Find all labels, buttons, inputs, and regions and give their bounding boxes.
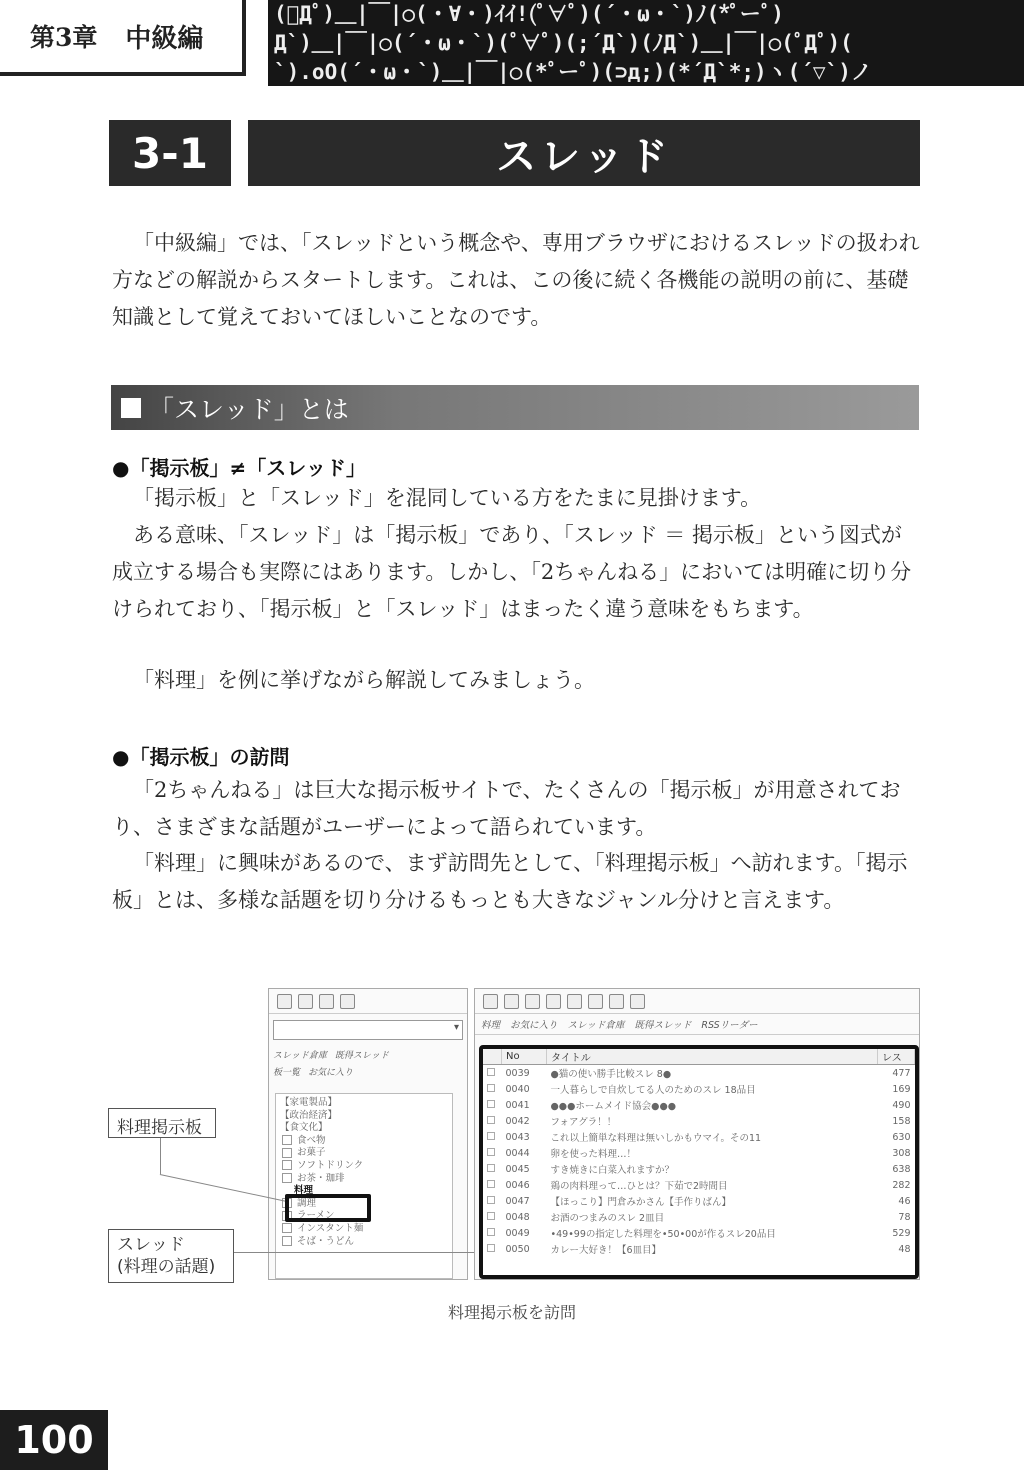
- toolbar-icon[interactable]: [546, 994, 561, 1009]
- thread-row[interactable]: [483, 1065, 915, 1082]
- thread-row[interactable]: [483, 1129, 915, 1145]
- tree-item[interactable]: ソフトドリンク: [280, 1160, 448, 1173]
- thread-number: 0041: [505, 1099, 530, 1111]
- topic1-paragraph: 「掲示板」と「スレッド」を混同している方をたまに見掛けます。: [133, 486, 762, 510]
- thread-table: [483, 1049, 915, 1257]
- thread-number: 0047: [505, 1195, 530, 1207]
- tab-fetched-threads[interactable]: 既得スレッド: [634, 1020, 692, 1031]
- no-column-header[interactable]: No: [502, 1049, 547, 1065]
- res-column-header[interactable]: レス: [878, 1049, 915, 1065]
- thread-row[interactable]: [483, 1177, 915, 1193]
- thread-title: フォアグラ！！: [550, 1117, 617, 1128]
- toolbar-icon[interactable]: [298, 994, 313, 1009]
- thread-icon: [483, 1113, 502, 1129]
- thread-number: 0043: [505, 1131, 530, 1143]
- thread-res-count: 490: [892, 1099, 911, 1111]
- thread-icon: [483, 1241, 502, 1257]
- topic1-heading: ●「掲示板」≠「スレッド」: [112, 456, 367, 480]
- tab-fetched-threads[interactable]: 既得スレッド: [334, 1051, 389, 1061]
- thread-res-count: 48: [898, 1243, 911, 1255]
- tab-rss-reader[interactable]: RSSリーダー: [701, 1020, 758, 1031]
- thread-title: 卵を使った料理…！: [550, 1149, 637, 1160]
- thread-res-count: 630: [892, 1131, 911, 1143]
- thread-title: 【ほっこり】門倉みかさん【手作りばん】: [550, 1197, 732, 1208]
- thread-icon: [483, 1177, 502, 1193]
- thread-number: 0045: [505, 1163, 530, 1175]
- selected-board-highlight: [285, 1194, 371, 1222]
- emoticon-line: `).oO(´・ω・`)＿|￣|○(*ﾟーﾟ)(⊃д;)(*´Д`*;)ヽ(´▽`)ノ: [274, 60, 872, 84]
- topic2-heading: ●「掲示板」の訪問: [112, 745, 290, 769]
- board-list-pane: [268, 988, 468, 1280]
- toolbar-icon[interactable]: [319, 994, 334, 1009]
- thread-res-count: 282: [892, 1179, 911, 1191]
- square-icon: [121, 398, 141, 418]
- tree-item[interactable]: 調理: [280, 1198, 448, 1211]
- subsection-heading: [111, 385, 919, 430]
- thread-res-count: 158: [892, 1115, 911, 1127]
- toolbar-icon[interactable]: [525, 994, 540, 1009]
- tree-item[interactable]: お茶・珈琲: [280, 1173, 448, 1186]
- topic1-paragraph: ある意味、「スレッド」は「掲示板」であり、「スレッド ＝ 掲示板」という図式が成立する場合も実際にはあります。しかし、「2ちゃんねる」においては明確に切り分けられており、「掲示板」と「スレッド」はまったく違う意味をもちます。: [112, 523, 912, 621]
- section-title: スレッド: [248, 120, 920, 186]
- subsection-title: 「スレッド」とは: [149, 394, 349, 424]
- left-tab-row: [269, 1046, 467, 1063]
- title-column-header[interactable]: タイトル: [547, 1049, 878, 1065]
- tree-item[interactable]: ラーメン: [280, 1210, 448, 1223]
- thread-icon: [483, 1193, 502, 1209]
- thread-row[interactable]: [483, 1161, 915, 1177]
- thread-res-count: 529: [892, 1227, 911, 1239]
- thread-row[interactable]: [483, 1081, 915, 1097]
- thread-number: 0039: [505, 1067, 530, 1079]
- callout-thread-note: (料理の話題): [117, 1257, 216, 1277]
- right-tab-row: [475, 1014, 919, 1035]
- emoticon-banner: [268, 0, 1024, 86]
- chapter-label: 第3章: [30, 23, 98, 52]
- tree-item[interactable]: 食べ物: [280, 1135, 448, 1148]
- intro-paragraph: 「中級編」では、「スレッドという概念や、専用ブラウザにおけるスレッドの扱われ方などの解説からスタートします。これは、この後に続く各機能の説明の前に、基礎知識として覚えておいてほしいことなのです。: [112, 231, 920, 329]
- thread-title: 鶏の肉料理って…ひとは？下茹で2時間目: [550, 1181, 728, 1192]
- thread-row[interactable]: [483, 1193, 915, 1209]
- thread-title: これ以上簡単な料理は無いしかもウマイ。その11: [550, 1133, 762, 1144]
- tab-favorites[interactable]: お気に入り: [308, 1068, 354, 1078]
- tab-board-list[interactable]: 板一覧: [273, 1068, 301, 1078]
- tree-item[interactable]: インスタント麺: [280, 1223, 448, 1236]
- thread-number: 0048: [505, 1211, 530, 1223]
- tree-item[interactable]: 【政治経済】: [280, 1109, 338, 1121]
- toolbar-icon[interactable]: [504, 994, 519, 1009]
- page-number: 100: [0, 1410, 108, 1470]
- thread-list-pane: [474, 988, 920, 1280]
- tab-board[interactable]: 料理: [481, 1020, 501, 1031]
- thread-row[interactable]: [483, 1209, 915, 1225]
- leader-line: [160, 1138, 161, 1174]
- thread-title: •49•99の指定した料理を•50•00が作るスレ20品目: [550, 1229, 776, 1240]
- thread-row[interactable]: [483, 1097, 915, 1113]
- thread-icon: [483, 1129, 502, 1145]
- icon-column-header: [483, 1049, 502, 1065]
- topic1-paragraph: 「料理」を例に挙げながら解説してみましょう。: [133, 668, 595, 692]
- thread-icon: [483, 1097, 502, 1113]
- emoticon-line: Д`)＿|￣|○(´・ω・`)(ﾟ∀ﾟ)(;´Д`)(ﾉД`)＿|￣|○(ﾟДﾟ)(: [274, 31, 853, 55]
- leader-line: [160, 1174, 285, 1202]
- thread-icon: [483, 1065, 502, 1082]
- thread-title: ●●●ホームメイド協会●●●: [550, 1101, 677, 1112]
- toolbar-icon[interactable]: [588, 994, 603, 1009]
- right-toolbar: [475, 989, 919, 1014]
- left-tab-row: [269, 1063, 467, 1080]
- table-header-row: [483, 1049, 915, 1065]
- thread-icon: [483, 1145, 502, 1161]
- toolbar-icon[interactable]: [277, 994, 292, 1009]
- tree-item[interactable]: そば・うどん: [280, 1236, 448, 1249]
- callout-thread: [108, 1229, 234, 1283]
- toolbar-icon[interactable]: [630, 994, 645, 1009]
- tree-item[interactable]: 【食文化】: [280, 1122, 328, 1134]
- section-number: 3-1: [109, 120, 231, 186]
- thread-row[interactable]: [483, 1113, 915, 1129]
- tab-favorites[interactable]: お気に入り: [510, 1020, 558, 1031]
- tree-item[interactable]: 【家電製品】: [280, 1097, 338, 1108]
- thread-number: 0050: [505, 1243, 530, 1255]
- thread-title: すき焼きに白菜入れますか？: [550, 1165, 675, 1176]
- tree-item[interactable]: お菓子: [280, 1147, 448, 1160]
- toolbar-icon[interactable]: [340, 994, 355, 1009]
- thread-number: 0046: [505, 1179, 530, 1191]
- thread-res-count: 308: [892, 1147, 911, 1159]
- toolbar-icon[interactable]: [567, 994, 582, 1009]
- thread-number: 0049: [505, 1227, 530, 1239]
- thread-res-count: 169: [892, 1083, 911, 1095]
- browser-screenshot-figure: [268, 988, 920, 1280]
- thread-res-count: 78: [898, 1211, 911, 1223]
- thread-icon: [483, 1081, 502, 1097]
- thread-row[interactable]: [483, 1241, 915, 1257]
- thread-row[interactable]: [483, 1225, 915, 1241]
- figure-caption: 料理掲示板を訪問: [447, 1303, 576, 1322]
- thread-number: 0042: [505, 1115, 530, 1127]
- callout-board: 料理掲示板: [108, 1108, 216, 1138]
- board-address-select[interactable]: [273, 1020, 463, 1040]
- thread-title: カレー大好き！【6皿目】: [550, 1245, 662, 1256]
- thread-icon: [483, 1209, 502, 1225]
- left-toolbar: [269, 989, 467, 1014]
- thread-table-highlight: [479, 1045, 919, 1279]
- thread-row[interactable]: [483, 1145, 915, 1161]
- thread-icon: [483, 1161, 502, 1177]
- tab-thread-archive[interactable]: スレッド倉庫: [567, 1020, 625, 1031]
- thread-title: お酒のつまみのスレ 2皿目: [550, 1213, 665, 1224]
- thread-number: 0044: [505, 1147, 530, 1159]
- thread-res-count: 46: [898, 1195, 911, 1207]
- thread-number: 0040: [505, 1083, 530, 1095]
- topic2-paragraph: 「料理」に興味があるので、まず訪問先として、「料理掲示板」へ訪れます。「掲示板」とは、多様な話題を切り分けるもっとも大きなジャンル分けと言えます。: [112, 851, 908, 912]
- topic2-paragraph: 「2ちゃんねる」は巨大な掲示板サイトで、たくさんの「掲示板」が用意されており、さまざまな話題がユーザーによって語られています。: [112, 778, 901, 839]
- thread-res-count: 638: [892, 1163, 911, 1175]
- toolbar-icon[interactable]: [483, 994, 498, 1009]
- callout-thread-title: スレッド: [117, 1235, 185, 1255]
- tab-thread-archive[interactable]: スレッド倉庫: [273, 1051, 327, 1061]
- thread-icon: [483, 1225, 502, 1241]
- toolbar-icon[interactable]: [609, 994, 624, 1009]
- thread-res-count: 477: [892, 1067, 911, 1079]
- thread-title: ●猫の使い勝手比較スレ 8●: [550, 1069, 672, 1080]
- leader-line: [234, 1252, 474, 1253]
- tree-item-selected[interactable]: 料理: [294, 1185, 314, 1197]
- chapter-title: 中級編: [125, 23, 204, 54]
- emoticon-line: (ﾟДﾟ)＿|￣|○(・∀・)ｲｲ!(ﾟ∀ﾟ)(´・ω・`)ﾉ(*ﾟーﾟ): [274, 2, 784, 26]
- chapter-header: [0, 0, 246, 76]
- thread-title: 一人暮らしで自炊してる人のためのスレ 18品目: [550, 1085, 756, 1096]
